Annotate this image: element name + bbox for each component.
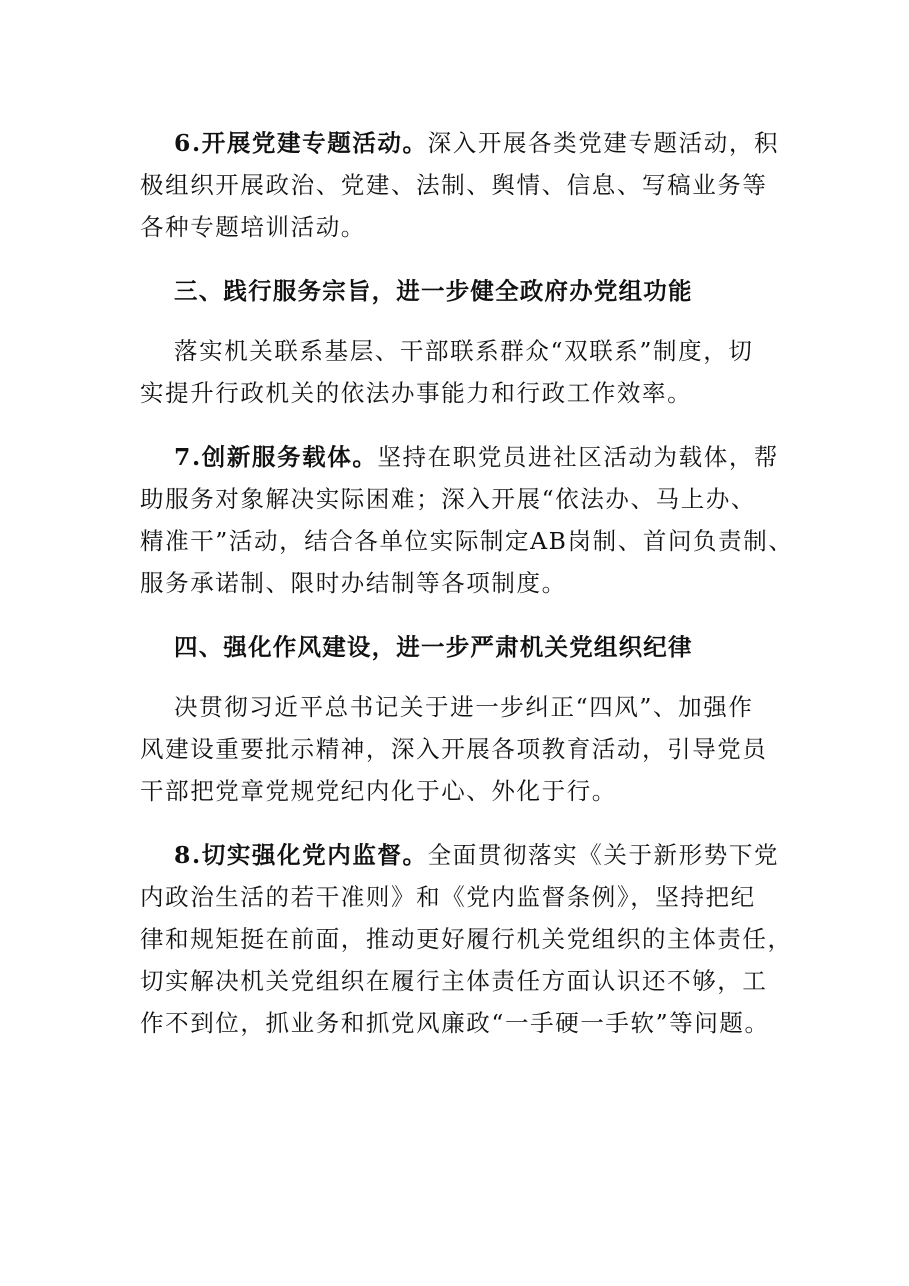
item-8-line-3: 律和规矩挺在前面，推动更好履行机关党组织的主体责任，	[140, 925, 793, 953]
paragraph-style-line-3: 干部把党章党规党纪内化于心、外化于行。	[140, 777, 617, 805]
item-8-text: 全面贯彻落实《关于新形势下党	[427, 841, 780, 869]
item-7-line-3: 精准干”活动，结合各单位实际制定AB岗制、首问负责制、	[140, 527, 794, 555]
section-heading-4: 四、强化作风建设，进一步严肃机关党组织纪律	[174, 633, 693, 661]
item-8-line-1	[140, 834, 780, 876]
item-7-line-4: 服务承诺制、限时办结制等各项制度。	[140, 569, 567, 597]
item-6	[140, 122, 780, 248]
section-heading-3: 三、践行服务宗旨，进一步健全政府办党组功能	[174, 277, 693, 305]
item-6-line-2: 极组织开展政治、党建、法制、舆情、信息、写稿业务等	[140, 171, 768, 199]
item-7-lead: 7.创新服务载体。	[174, 443, 378, 471]
item-8-line-2: 内政治生活的若干准则》和《党内监督条例》，坚持把纪	[140, 883, 756, 911]
item-8-lead: 8.切实强化党内监督。	[174, 841, 428, 869]
item-7	[140, 436, 794, 604]
item-6-line-1	[140, 122, 780, 164]
paragraph-liaison-line-2: 实提升行政机关的依法办事能力和行政工作效率。	[140, 379, 693, 407]
paragraph-style-line-2: 风建设重要批示精神，深入开展各项教育活动，引导党员	[140, 735, 768, 763]
document-body	[140, 122, 794, 1044]
item-7-line-2: 助服务对象解决实际困难；深入开展“依法办、马上办、	[140, 485, 757, 513]
item-6-text: 深入开展各类党建专题活动，积	[427, 129, 780, 157]
item-7-text: 坚持在职党员进社区活动为载体，帮	[377, 443, 780, 471]
item-8	[140, 834, 793, 1044]
paragraph-liaison-line-1: 落实机关联系基层、干部联系群众“双联系”制度，切	[174, 337, 754, 365]
item-8-line-5: 作不到位，抓业务和抓党风廉政“一手硬一手软”等问题。	[140, 1009, 770, 1037]
paragraph-liaison	[140, 330, 780, 414]
paragraph-style-line-1: 决贯彻习近平总书记关于进一步纠正“四风”、加强作	[174, 693, 754, 721]
paragraph-style	[140, 686, 780, 812]
item-8-line-4: 切实解决机关党组织在履行主体责任方面认识还不够，工	[140, 967, 768, 995]
item-7-line-1	[140, 436, 780, 478]
item-6-lead: 6.开展党建专题活动。	[174, 129, 428, 157]
item-6-line-3: 各种专题培训活动。	[140, 213, 366, 241]
